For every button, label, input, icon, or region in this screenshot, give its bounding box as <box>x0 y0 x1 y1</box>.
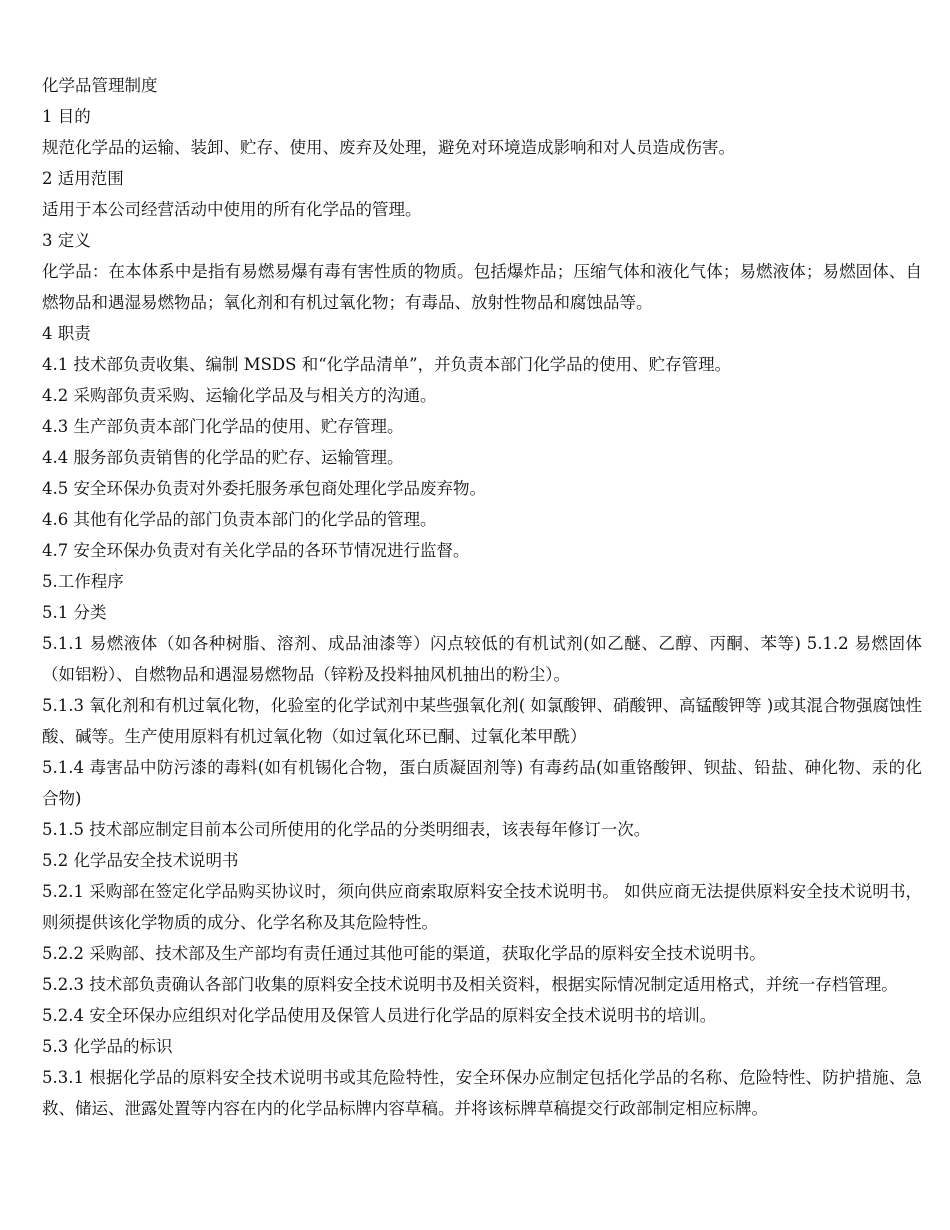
paragraph: 4.5 安全环保办负责对外委托服务承包商处理化学品废弃物。 <box>42 479 486 498</box>
paragraph: 5.2.2 采购部、技术部及生产部均有责任通过其他可能的渠道，获取化学品的原料安全技术说明书。 <box>42 944 766 963</box>
paragraph: 4.4 服务部负责销售的化学品的贮存、运输管理。 <box>42 448 404 467</box>
subsection-heading: 5.2 化学品安全技术说明书 <box>42 851 239 870</box>
paragraph: 4.6 其他有化学品的部门负责本部门的化学品的管理。 <box>42 510 437 529</box>
paragraph: 5.2.3 技术部负责确认各部门收集的原料安全技术说明书及相关资料，根据实际情况制定适用格式，并统一存档管理。 <box>42 975 898 994</box>
section-heading-responsibilities: 4 职责 <box>42 324 91 343</box>
paragraph: 4.3 生产部负责本部门化学品的使用、贮存管理。 <box>42 417 404 436</box>
paragraph: 化学品：在本体系中是指有易燃易爆有毒有害性质的物质。包括爆炸品；压缩气体和液化气体；易燃液体；易燃固体、自燃物品和遇湿易燃物品；氧化剂和有机过氧化物；有毒品、放射性物品和腐蚀品等。 <box>42 262 922 312</box>
subsection-heading: 5.1 分类 <box>42 603 107 622</box>
section-heading-procedure: 5.工作程序 <box>42 572 124 591</box>
paragraph: 5.3.1 根据化学品的原料安全技术说明书或其危险特性，安全环保办应制定包括化学品的名称、危险特性、防护措施、急救、储运、泄露处置等内容在内的化学品标牌内容草稿。并将该标牌草稿提交行政部制定相应标牌。 <box>42 1068 922 1118</box>
document-title: 化学品管理制度 <box>42 76 158 95</box>
paragraph: 规范化学品的运输、装卸、贮存、使用、废弃及处理，避免对环境造成影响和对人员造成伤害。 <box>42 138 735 157</box>
paragraph: 5.1.1 易燃液体（如各种树脂、溶剂、成品油漆等）闪点较低的有机试剂(如乙醚、乙醇、丙酮、苯等) 5.1.2 易燃固体（如铝粉）、自燃物品和遇湿易燃物品（锌粉及投料抽风机抽出的粉尘）。 <box>42 634 922 684</box>
paragraph: 适用于本公司经营活动中使用的所有化学品的管理。 <box>42 200 422 219</box>
subsection-heading: 5.3 化学品的标识 <box>42 1037 173 1056</box>
section-heading-scope: 2 适用范围 <box>42 169 124 188</box>
paragraph: 5.1.4 毒害品中防污漆的毒料(如有机锡化合物，蛋白质凝固剂等) 有毒药品(如重铬酸钾、钡盐、铅盐、砷化物、汞的化合物) <box>42 758 922 808</box>
paragraph: 4.7 安全环保办负责对有关化学品的各环节情况进行监督。 <box>42 541 470 560</box>
paragraph: 5.2.4 安全环保办应组织对化学品使用及保管人员进行化学品的原料安全技术说明书的培训。 <box>42 1006 717 1025</box>
document-body <box>42 70 922 1124</box>
paragraph: 5.1.5 技术部应制定目前本公司所使用的化学品的分类明细表，该表每年修订一次。 <box>42 820 651 839</box>
section-heading-purpose: 1 目的 <box>42 107 91 126</box>
paragraph: 4.1 技术部负责收集、编制 MSDS 和“化学品清单”，并负责本部门化学品的使用、贮存管理。 <box>42 355 732 374</box>
paragraph: 4.2 采购部负责采购、运输化学品及与相关方的沟通。 <box>42 386 437 405</box>
paragraph: 5.1.3 氧化剂和有机过氧化物，化验室的化学试剂中某些强氧化剂( 如氯酸钾、硝酸钾、高锰酸钾等 )或其混合物强腐蚀性酸、碱等。生产使用原料有机过氧化物（如过氧化环已酮、过氧化苯甲酰） <box>42 696 922 746</box>
section-heading-definition: 3 定义 <box>42 231 91 250</box>
paragraph: 5.2.1 采购部在签定化学品购买协议时，须向供应商索取原料安全技术说明书。 如供应商无法提供原料安全技术说明书，则须提供该化学物质的成分、化学名称及其危险特性。 <box>42 882 922 932</box>
